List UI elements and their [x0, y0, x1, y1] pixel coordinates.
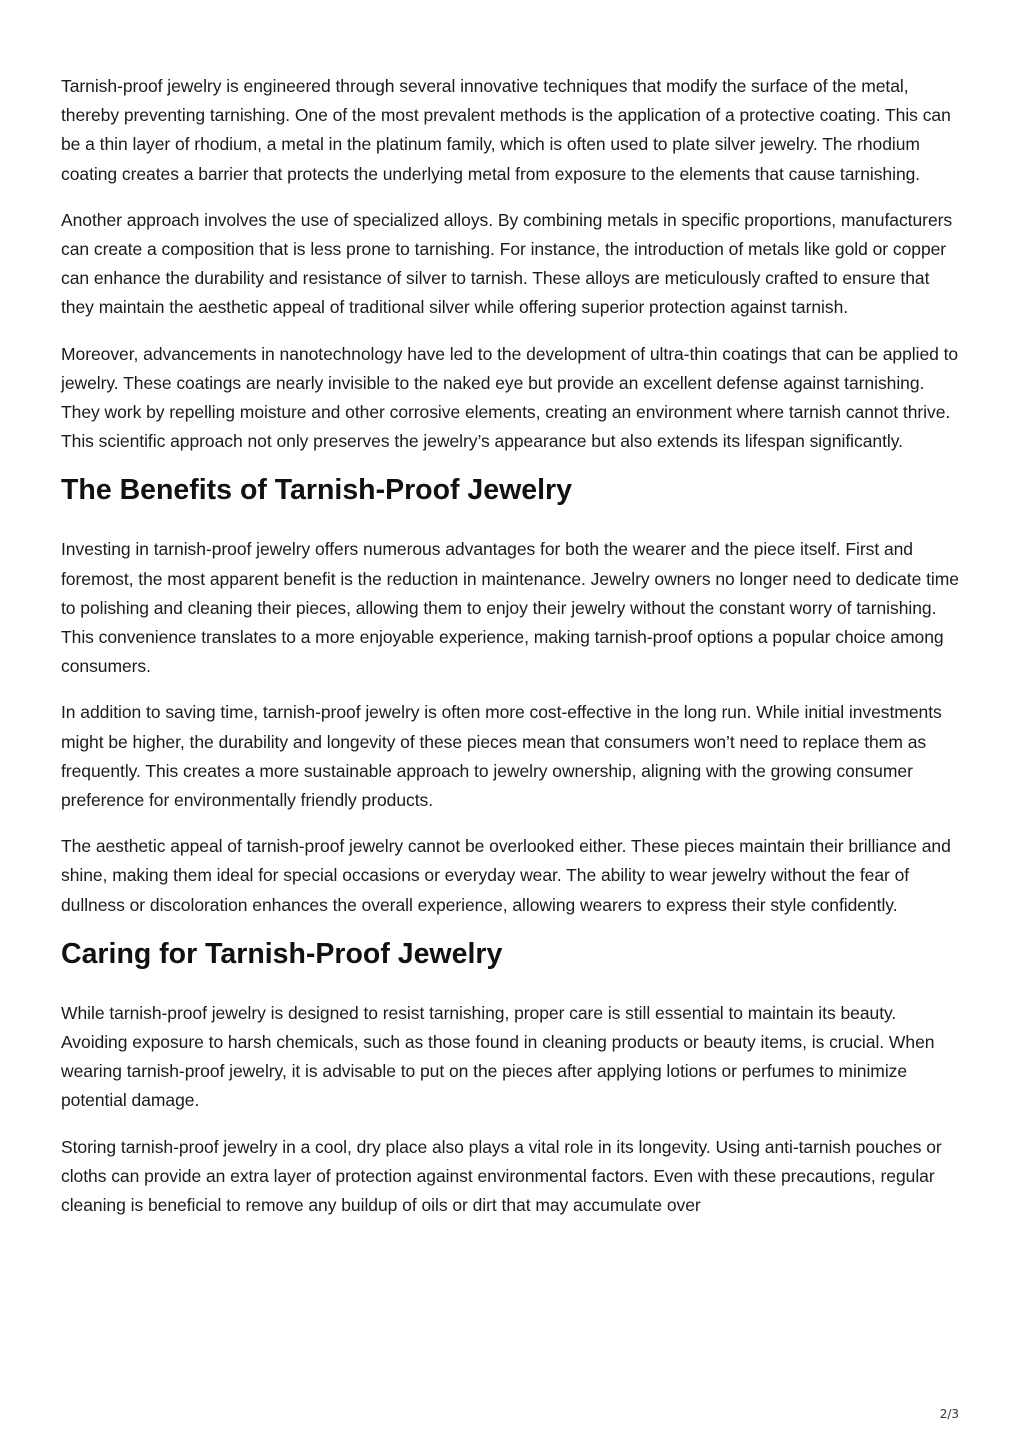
paragraph: Investing in tarnish-proof jewelry offers numerous advantages for both the wearer and the piece itself. First and foremost, the most apparent benefit is the reduction in maintenance. Jewelry owners no longer need to dedicate time to polishing and cleaning their pieces, allowing them to enjoy their jewelry without the constant worry of tarnishing. This convenience translates to a more enjoyable experience, making tarnish-proof options a popular choice among consumers.: [61, 539, 959, 677]
paragraph: In addition to saving time, tarnish-proof jewelry is often more cost-effective in the long run. While initial investments might be higher, the durability and longevity of these pieces mean that consumers won’t need to replace them as frequently. This creates a more sustainable approach to jewelry ownership, aligning with the growing consumer preference for environmentally friendly products.: [61, 702, 942, 811]
section-benefits: [61, 473, 966, 919]
paragraph: Storing tarnish-proof jewelry in a cool, dry place also plays a vital role in its longevity. Using anti-tarnish pouches or cloths can provide an extra layer of protection against environmental factors. Even with these precautions, regular cleaning is beneficial to remove any buildup of oils or dirt that may accumulate over: [61, 1136, 942, 1216]
section-heading: Caring for Tarnish-Proof Jewelry: [61, 937, 503, 970]
document-body: [61, 72, 966, 1237]
paragraph: Tarnish-proof jewelry is engineered through several innovative techniques that modify the surface of the metal, thereby preventing tarnishing. One of the most prevalent methods is the application of a protective coating. This can be a thin layer of rhodium, a metal in the platinum family, which is often used to plate silver jewelry. The rhodium coating creates a barrier that protects the underlying metal from exposure to the elements that cause tarnishing.: [61, 76, 951, 184]
paragraph: Moreover, advancements in nanotechnology have led to the development of ultra-thin coatings that can be applied to jewelry. These coatings are nearly invisible to the naked eye but provide an excellent defense against tarnishing. They work by repelling moisture and other corrosive elements, creating an environment where tarnish cannot thrive. This scientific approach not only preserves the jewelry’s appearance but also extends its lifespan significantly.: [61, 343, 959, 452]
page-number: 2/3: [939, 1407, 959, 1421]
section-caring: [61, 937, 966, 1220]
paragraph: The aesthetic appeal of tarnish-proof jewelry cannot be overlooked either. These pieces maintain their brilliance and shine, making them ideal for special occasions or everyday wear. The ability to wear jewelry without the fear of dullness or discoloration enhances the overall experience, allowing wearers to express their style confidently.: [61, 836, 951, 915]
paragraph: Another approach involves the use of specialized alloys. By combining metals in specific proportions, manufacturers can create a composition that is less prone to tarnishing. For instance, the introduction of metals like gold or copper can enhance the durability and resistance of silver to tarnish. These alloys are meticulously crafted to ensure that they maintain the aesthetic appeal of traditional silver while offering superior protection against tarnish.: [61, 209, 953, 318]
section-techniques: [61, 72, 966, 456]
paragraph: While tarnish-proof jewelry is designed to resist tarnishing, proper care is still essential to maintain its beauty. Avoiding exposure to harsh chemicals, such as those found in cleaning products or beauty items, is crucial. When wearing tarnish-proof jewelry, it is advisable to put on the pieces after applying lotions or perfumes to minimize potential damage.: [61, 1002, 935, 1111]
section-heading: The Benefits of Tarnish-Proof Jewelry: [61, 474, 572, 507]
